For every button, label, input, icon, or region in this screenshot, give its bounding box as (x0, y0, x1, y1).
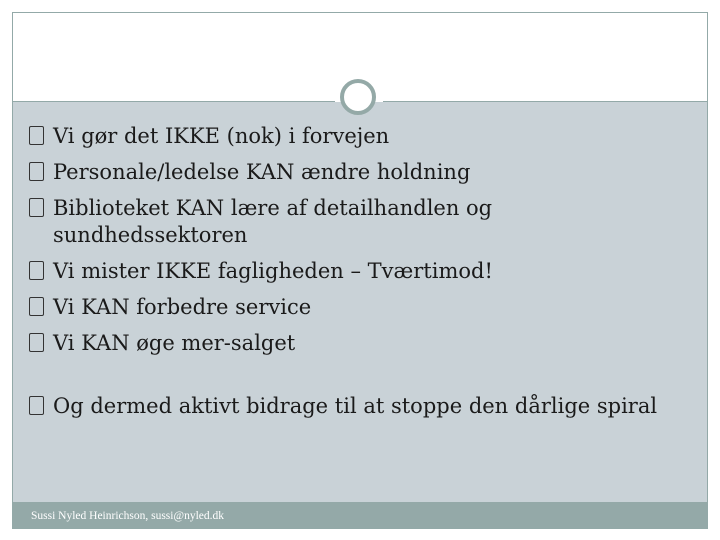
footer-bar (13, 502, 707, 528)
bullet-text: Vi KAN forbedre service (53, 295, 312, 319)
missing-glyph-icon (29, 333, 44, 352)
missing-glyph-icon (29, 297, 44, 316)
bullet-item (29, 393, 689, 420)
bullet-text: Personale/ledelse KAN ændre holdning (53, 160, 471, 184)
decorative-circle-icon (340, 79, 376, 115)
bullet-text: Vi mister IKKE fagligheden – Tværtimod! (53, 259, 493, 283)
bullet-text: Biblioteket KAN lære af detailhandlen og sundhedssektoren (53, 196, 493, 247)
bullet-item (29, 123, 689, 150)
missing-glyph-icon (29, 162, 44, 181)
bullet-item (29, 195, 689, 249)
slide (12, 12, 708, 529)
missing-glyph-icon (29, 198, 44, 217)
bullet-item (29, 258, 689, 285)
missing-glyph-icon (29, 261, 44, 280)
missing-glyph-icon (29, 126, 44, 145)
bullet-item (29, 159, 689, 186)
missing-glyph-icon (29, 396, 44, 415)
bullet-text: Vi KAN øge mer-salget (53, 331, 296, 355)
bullet-text: Og dermed aktivt bidrage til at stoppe den dårlige spiral (53, 394, 658, 418)
footer-text: Sussi Nyled Heinrichson, sussi@nyled.dk (31, 510, 224, 522)
bullet-item (29, 330, 689, 357)
bullet-list (29, 123, 689, 429)
bullet-item (29, 294, 689, 321)
bullet-text: Vi gør det IKKE (nok) i forvejen (53, 124, 390, 148)
